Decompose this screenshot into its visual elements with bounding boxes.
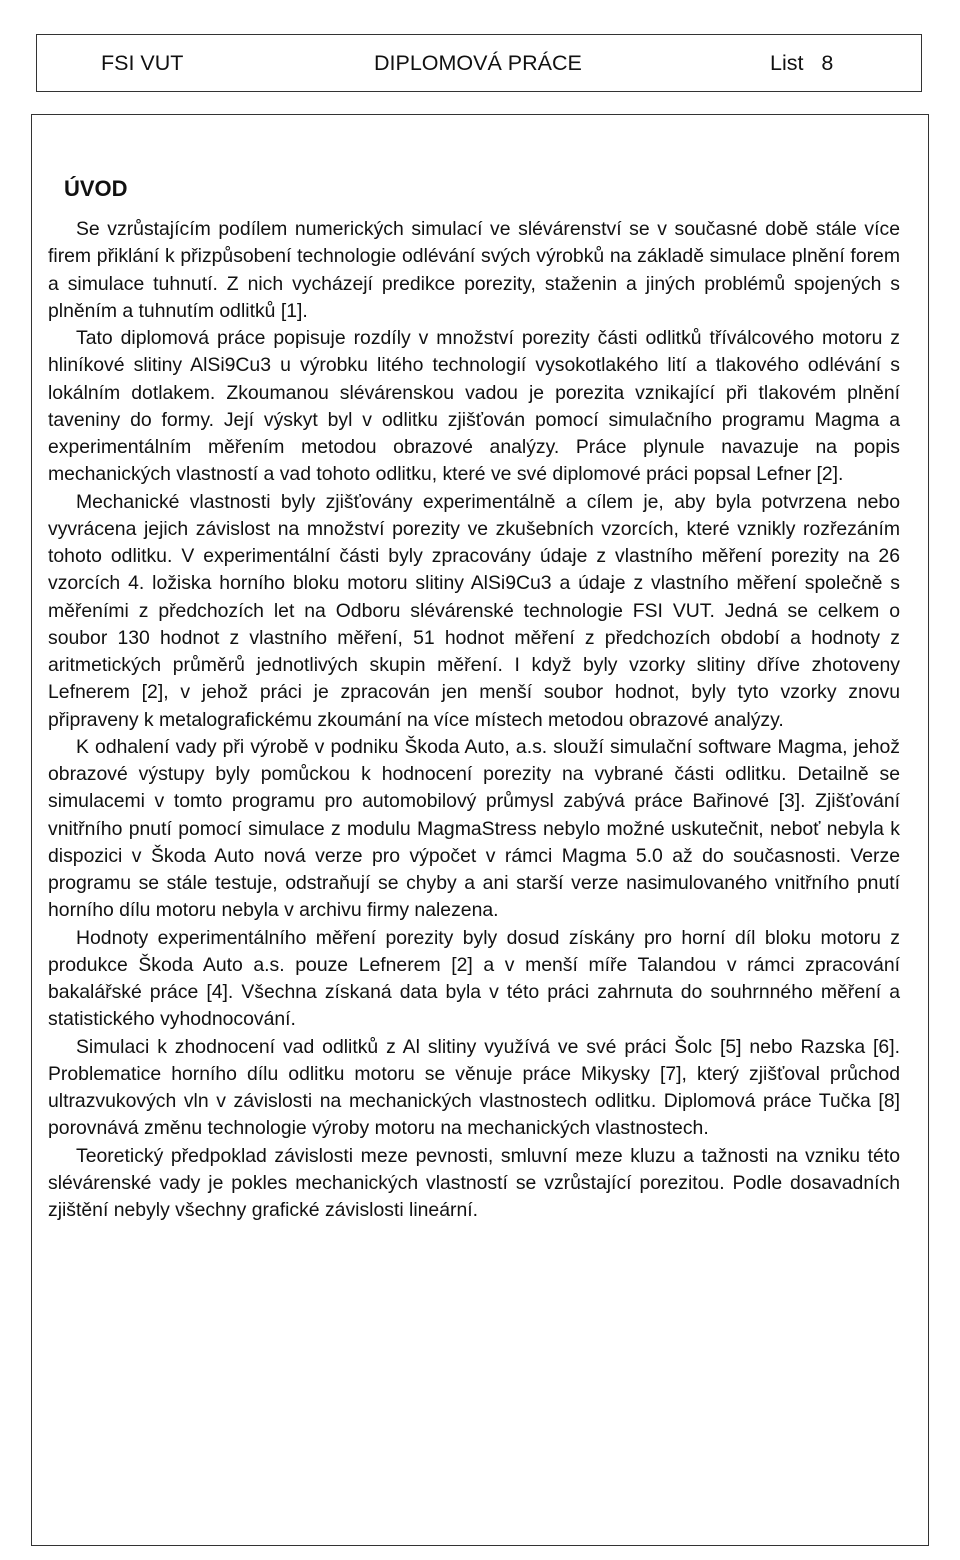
page-header	[36, 34, 922, 92]
paragraph: Tato diplomová práce popisuje rozdíly v množství porezity části odlitků tříválcového motoru z hliníkové slitiny AlSi9Cu3 u výrobku litého technologií vysokotlakého lití a tlakového odlévání s lokálním dotlakem. Zkoumanou slévárenskou vadou je porezita vznikající při tlakovém plnění taveniny do formy. Její výskyt byl v odlitku zjišťován pomocí simulačního programu Magma a experimentálním měřením metodou obrazové analýzy. Práce plynule navazuje na popis mechanických vlastností a vad tohoto odlitku, které ve své diplomové práci popsal Lefner [2].	[48, 327, 900, 486]
paragraph: Mechanické vlastnosti byly zjišťovány experimentálně a cílem je, aby byla potvrzena nebo vyvrácena jejich závislost na množství porezity ve zkušebních vzorcích, které vznikly rozřezáním tohoto odlitku. V experimentální části byly zpracovány údaje z vlastního měření porezity na 26 vzorcích 4. ložiska horního bloku motoru slitiny AlSi9Cu3 a údaje z vlastního měření společně s měřeními z předchozích let na Odboru slévárenské technologie FSI VUT. Jedná se celkem o soubor 130 hodnot z vlastního měření, 51 hodnot měření z předchozích období a hodnoty z aritmetických průměrů jednotlivých skupin měření. I když byly vzorky slitiny dříve zhotoveny Lefnerem [2], v jehož práci je zpracován jen menší soubor hodnot, byly tyto vzorky znovu připraveny k metalografickému zkoumání na více místech metodou obrazové analýzy.	[48, 490, 900, 731]
paragraph: K odhalení vady při výrobě v podniku Škoda Auto, a.s. slouží simulační software Magma, jehož obrazové výstupy byly pomůckou k hodnocení porezity na vybrané části odlitku. Detailně se simulacemi v tomto programu pro automobilový průmysl zabývá práce Bařinové [3]. Zjišťování vnitřního pnutí pomocí simulace z modulu MagmaStress nebylo možné uskutečnit, neboť nebyla k dispozici v Škoda Auto nová verze pro výpočet v rámci Magma 5.0 až do současnosti. Verze programu se stále testuje, odstraňují se chyby a ani starší verze nasimulovaného vnitřního pnutí horního dílu motoru nebyla v archivu firmy nalezena.	[48, 735, 900, 922]
section-title: ÚVOD	[64, 176, 128, 201]
body-text	[48, 216, 900, 1224]
paragraph: Se vzrůstajícím podílem numerických simulací ve slévárenství se v současné době stále více firem přiklání k přizpůsobení technologie odlévání svých výrobků na základě simulace plnění forem a simulace tuhnutí. Z nich vycházejí predikce porezity, staženin a jiných problémů spojených s plněním a tuhnutím odlitků [1].	[48, 218, 900, 322]
header-institution: FSI VUT	[101, 51, 184, 75]
paragraph: Simulaci k zhodnocení vad odlitků z Al slitiny využívá ve své práci Šolc [5] nebo Razska [6]. Problematice horního dílu odlitku motoru se věnuje práce Mikysky [7], který zjišťoval průchod ultrazvukových vln v závislosti na mechanických vlastnostech odlitku. Diplomová práce Tučka [8] porovnává změnu technologie výroby motoru na mechanických vlastnostech.	[48, 1035, 900, 1140]
header-document-type: DIPLOMOVÁ PRÁCE	[374, 51, 582, 75]
paragraph: Hodnoty experimentálního měření porezity byly dosud získány pro horní díl bloku motoru z produkce Škoda Auto a.s. pouze Lefnerem [2] a v menší míře Talandou v rámci zpracování bakalářské práce [4]. Všechna získaná data byla v této práci zahrnuta do souhrnného měření a statistického vyhodnocování.	[48, 926, 900, 1031]
header-page-number: List 8	[770, 51, 834, 75]
paragraph: Teoretický předpoklad závislosti meze pevnosti, smluvní meze kluzu a tažnosti na vzniku této slévárenské vady je pokles mechanických vlastností se vzrůstající porezitou. Podle dosavadních zjištění nebyly všechny grafické závislosti lineární.	[48, 1144, 900, 1221]
